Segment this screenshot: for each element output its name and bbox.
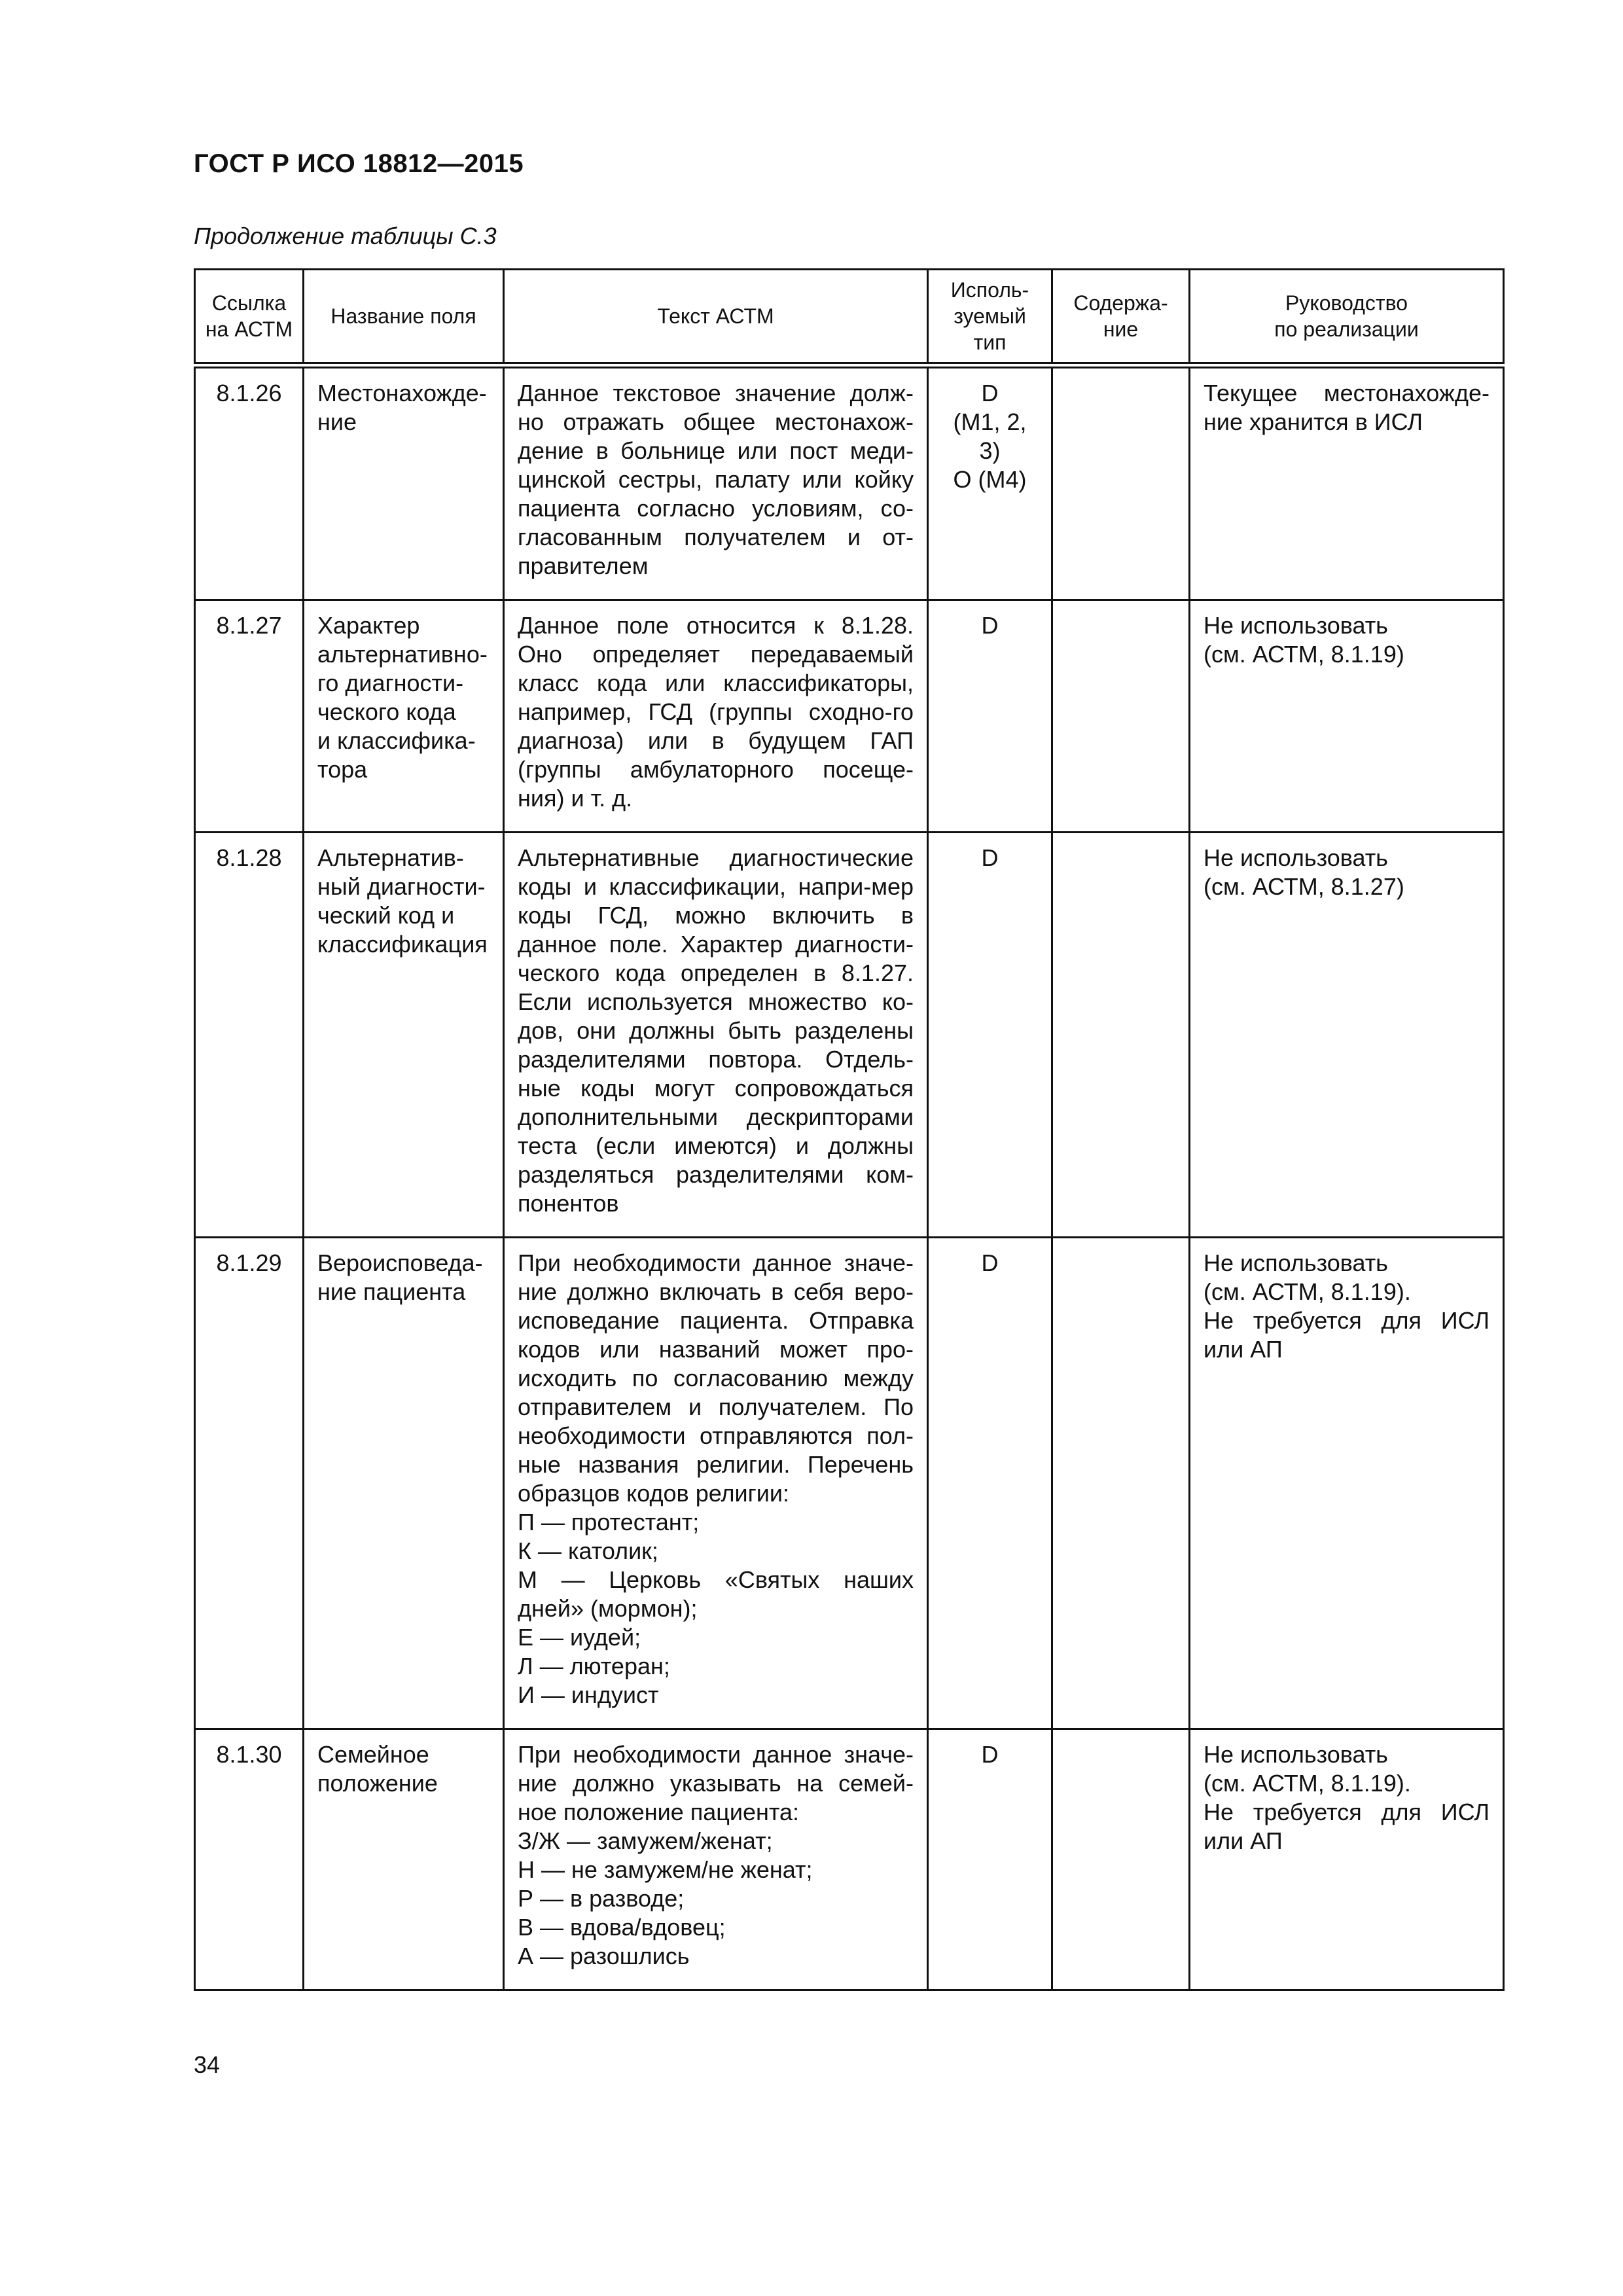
cell-field-name-line: ческий код и: [317, 902, 455, 929]
specification-table: [194, 268, 1505, 1991]
cell-field-name-line: тора: [317, 756, 368, 783]
table-row: [195, 1729, 1504, 1990]
cell-guidance: [1190, 833, 1504, 1238]
cell-content: [1052, 600, 1190, 833]
cell-content: [1052, 365, 1190, 600]
cell-astm-text-line: И — индуист: [518, 1681, 659, 1708]
cell-used-type-line: О (М4): [953, 466, 1027, 493]
cell-astm-text-line: П — протестант;: [518, 1509, 700, 1535]
cell-field-name: [304, 833, 504, 1238]
cell-astm-text-line: Альтернативные диагностические коды и классификации, напри-мер коды ГСД, можно включить в данное поле. Характер диагности-ческого кода определен в 8.1.27. Если используется множество ко-дов, они должны быть разделены разделителями повтора. Отдель-ные коды могут сопровождаться дополнительными дескрипторами теста (если имеются) и должны разделяться разделителями ком-понентов: [518, 844, 914, 1217]
cell-field-name-line: положение: [317, 1770, 438, 1797]
cell-field-name-line: ние пациента: [317, 1278, 466, 1305]
table-row: [195, 833, 1504, 1238]
column-header-guide: Руководство по реализации: [1190, 270, 1504, 366]
document-code: ГОСТ Р ИСО 18812—2015: [194, 149, 524, 178]
cell-field-name-line: ный диагности-: [317, 873, 486, 900]
cell-astm-text-line: Р — в разводе;: [518, 1885, 685, 1912]
cell-guidance-line: Не использовать: [1204, 1741, 1388, 1768]
cell-content: [1052, 1729, 1190, 1990]
table-row: [195, 1238, 1504, 1729]
table-header-row: [195, 270, 1504, 366]
cell-field-name-line: ческого кода: [317, 698, 456, 725]
cell-astm-text-line: А — разошлись: [518, 1943, 690, 1969]
cell-used-type: [928, 1238, 1052, 1729]
cell-astm-text-line: К — католик;: [518, 1537, 658, 1564]
column-header-ref: Ссылка на АСТМ: [195, 270, 304, 366]
cell-field-name: [304, 1729, 504, 1990]
cell-astm-text-line: Е — иудей;: [518, 1624, 641, 1651]
cell-guidance: [1190, 600, 1504, 833]
cell-field-name-line: классификация: [317, 931, 488, 958]
table-row: [195, 600, 1504, 833]
cell-astm-text-line: При необходимости данное значе-ние должно включать в себя веро-исповедание пациента. Отправка кодов или названий может про-исходить по согласованию между отправителем и получателем. По необходимости отправляются пол-ные названия религии. Перечень образцов кодов религии:: [518, 1249, 914, 1507]
table-body: [195, 365, 1504, 1990]
cell-used-type: [928, 1729, 1052, 1990]
cell-field-name-line: ние: [317, 408, 357, 435]
cell-used-type-line: D: [981, 1249, 999, 1276]
cell-field-name-line: Местонахожде-: [317, 380, 487, 406]
column-header-content: Содержа- ние: [1052, 270, 1190, 366]
cell-ref: 8.1.29: [195, 1238, 304, 1729]
cell-field-name-line: го диагности-: [317, 670, 464, 696]
cell-field-name-line: Вероисповеда-: [317, 1249, 483, 1276]
cell-astm-text: [504, 600, 928, 833]
cell-guidance-line: (см. АСТМ, 8.1.27): [1204, 873, 1404, 900]
cell-astm-text-line: Н — не замужем/не женат;: [518, 1856, 813, 1883]
cell-field-name-line: Альтернатив-: [317, 844, 464, 871]
cell-used-type-line: D: [981, 1741, 999, 1768]
column-header-type: Исполь- зуемый тип: [928, 270, 1052, 366]
cell-guidance-line: Не требуется для ИСЛ или АП: [1204, 1799, 1489, 1854]
cell-astm-text-line: При необходимости данное значе-ние должно указывать на семей-ное положение пациента:: [518, 1741, 914, 1825]
table-caption: Продолжение таблицы С.3: [194, 223, 497, 249]
cell-ref: 8.1.30: [195, 1729, 304, 1990]
cell-guidance-line: Не использовать: [1204, 612, 1388, 639]
cell-field-name: [304, 600, 504, 833]
cell-guidance: [1190, 365, 1504, 600]
table-row: [195, 365, 1504, 600]
cell-guidance-line: (см. АСТМ, 8.1.19).: [1204, 1770, 1411, 1797]
cell-ref: 8.1.26: [195, 365, 304, 600]
cell-ref: 8.1.28: [195, 833, 304, 1238]
cell-used-type: [928, 600, 1052, 833]
cell-astm-text-line: М — Церковь «Святых наших дней» (мормон);: [518, 1566, 914, 1622]
cell-used-type-line: D: [981, 380, 999, 406]
cell-used-type: [928, 365, 1052, 600]
cell-guidance-line: (см. АСТМ, 8.1.19).: [1204, 1278, 1411, 1305]
cell-content: [1052, 833, 1190, 1238]
cell-astm-text: [504, 365, 928, 600]
cell-used-type-line: (М1, 2, 3): [953, 408, 1027, 464]
cell-astm-text-line: Данное поле относится к 8.1.28. Оно определяет передаваемый класс кода или классификаторы, например, ГСД (группы сходно-го диагноза) или в будущем ГАП (группы амбулаторного посеще-ния) и т. д.: [518, 612, 914, 812]
cell-field-name-line: и классифика-: [317, 727, 476, 754]
cell-guidance-line: Текущее местонахожде-ние хранится в ИСЛ: [1204, 380, 1489, 435]
cell-guidance: [1190, 1238, 1504, 1729]
cell-field-name-line: альтернативно-: [317, 641, 488, 668]
cell-astm-text-line: Л — лютеран;: [518, 1653, 670, 1679]
cell-astm-text-line: Данное текстовое значение долж-но отражать общее местонахож-дение в больнице или пост меди-цинской сестры, палату или койку пациента согласно условиям, со-гласованным получателем и от-правителем: [518, 380, 914, 579]
cell-astm-text-line: В — вдова/вдовец;: [518, 1914, 726, 1941]
cell-used-type-line: D: [981, 844, 999, 871]
page-number: 34: [194, 2051, 221, 2078]
cell-ref: 8.1.27: [195, 600, 304, 833]
cell-field-name-line: Семейное: [317, 1741, 429, 1768]
cell-guidance-line: Не использовать: [1204, 1249, 1388, 1276]
cell-field-name: [304, 365, 504, 600]
cell-guidance-line: (см. АСТМ, 8.1.19): [1204, 641, 1404, 668]
cell-field-name-line: Характер: [317, 612, 420, 639]
cell-astm-text: [504, 833, 928, 1238]
cell-used-type: [928, 833, 1052, 1238]
cell-guidance-line: Не использовать: [1204, 844, 1388, 871]
cell-astm-text: [504, 1729, 928, 1990]
cell-field-name: [304, 1238, 504, 1729]
column-header-text: Текст АСТМ: [504, 270, 928, 366]
cell-guidance: [1190, 1729, 1504, 1990]
cell-astm-text-line: З/Ж — замужем/женат;: [518, 1827, 773, 1854]
cell-astm-text: [504, 1238, 928, 1729]
cell-content: [1052, 1238, 1190, 1729]
column-header-name: Название поля: [304, 270, 504, 366]
cell-guidance-line: Не требуется для ИСЛ или АП: [1204, 1307, 1489, 1363]
cell-used-type-line: D: [981, 612, 999, 639]
